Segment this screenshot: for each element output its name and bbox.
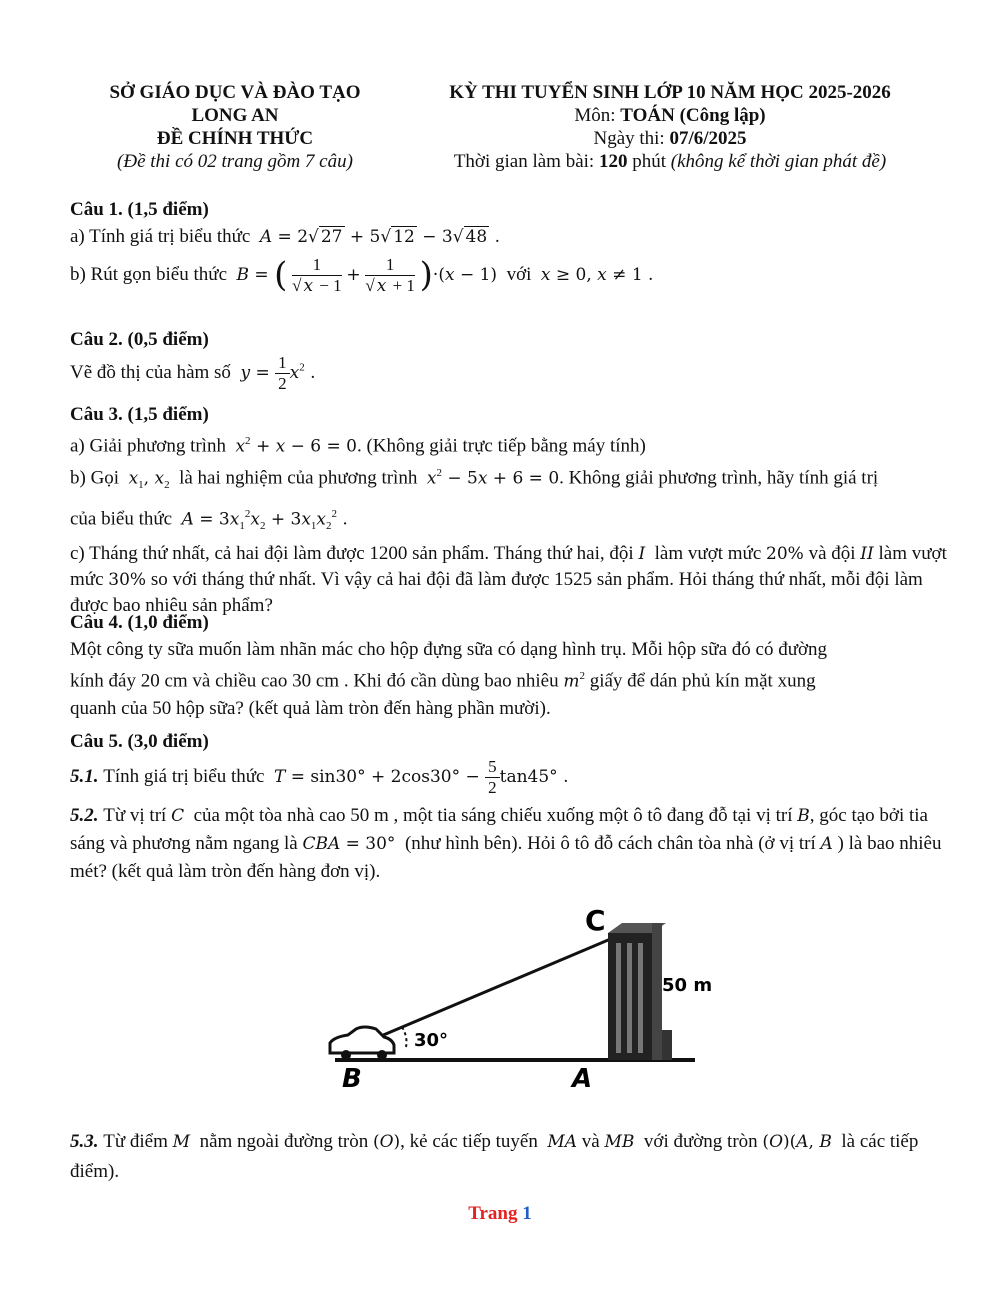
question-3a: a) Giải phương trình $x^2 + x - 6 = 0$. (Không giải trực tiếp bằng máy tính) [70, 435, 646, 457]
question-5-title: Câu 5. (3,0 điểm) [70, 731, 209, 752]
label-c: C [585, 904, 606, 937]
province-name: LONG AN [191, 105, 279, 126]
question-1b: b) Rút gọn biểu thức B = ( $\frac{1}{√ x - 1}$ + $\frac{1}{√ x + 1}$ )·(x − 1) với x ≥ 0, x ≠ 1 . [70, 255, 654, 296]
question-3b-cont: của biểu thức $A = 3x_1^2x_2 + 3x_1x_2^2$ . [70, 508, 348, 533]
light-ray [355, 935, 620, 1047]
header-right [410, 81, 930, 173]
subject-line: Môn: TOÁN (Công lập) [574, 105, 766, 126]
date-line: Ngày thi: 07/6/2025 [593, 128, 747, 149]
question-5-2: 5.2. Từ vị trí C của một tòa nhà cao 50 m , một tia sáng chiếu xuống một ô tô đang đỗ tại vị trí B, góc tạo bởi tia sáng và phương nằm ngang là CBA = 30° (như hình bên). Hỏi ô tô đỗ cách chân tòa nhà (ở vị trí A ) là bao nhiêu mét? (kết quả làm tròn đến hàng đơn vị). [70, 805, 942, 882]
angle-label: 30° [414, 1030, 449, 1051]
height-label: 50 m [662, 975, 713, 996]
question-5 [70, 728, 950, 886]
page-number: Trang 1 [468, 1203, 532, 1224]
official-label: ĐỀ CHÍNH THỨC [156, 128, 314, 149]
department-name: SỞ GIÁO DỤC VÀ ĐÀO TẠO [109, 82, 361, 103]
exam-title: KỲ THI TUYỂN SINH LỚP 10 NĂM HỌC 2025-2026 [449, 82, 891, 103]
question-4-line1: Một công ty sữa muốn làm nhãn mác cho hộp đựng sữa có dạng hình trụ. Mỗi hộp sữa đó có đường [70, 639, 828, 660]
question-3b: b) Gọi $x_1$, $x_2$ là hai nghiệm của phương trình $x^2 - 5x + 6 = 0$. Không giải phương trình, hãy tính giá trị [70, 467, 879, 492]
question-4-title: Câu 4. (1,0 điểm) [70, 612, 209, 633]
question-3-title: Câu 3. (1,5 điểm) [70, 404, 209, 425]
header-left [70, 81, 400, 173]
question-5-3: 5.3. Từ điểm M nằm ngoài đường tròn (O), kẻ các tiếp tuyến MA và MB với đường tròn (O)(A, B là các tiếp điểm). [70, 1131, 919, 1182]
question-4-line2: kính đáy 20 cm và chiều cao 30 cm . Khi đó cần dùng bao nhiêu $m^2$ giấy để dán phủ kín mặt xung [70, 670, 816, 692]
label-a: A [572, 1064, 593, 1094]
page-count-note: (Đề thi có 02 trang gồm 7 câu) [117, 151, 353, 172]
angle-arc [402, 1027, 407, 1047]
question-1a: a) Tính giá trị biểu thức A = 2√ 27 + 5√ 12 − 3√ 48 . [70, 226, 500, 247]
question-3c: c) Tháng thứ nhất, cả hai đội làm được 1200 sản phẩm. Tháng thứ hai, đội I làm vượt mức 20% và đội II làm vượt mức 30% so với tháng thứ nhất. Vì vậy cả hai đội đã làm được 1525 sản phẩm. Hỏi tháng thứ nhất, mỗi đội làm được bao nhiêu sản phẩm? [70, 542, 947, 616]
question-1 [70, 196, 950, 296]
question-4-line3: quanh của 50 hộp sữa? (kết quả làm tròn đến hàng phần mười). [70, 698, 551, 720]
question-2 [70, 326, 950, 394]
time-line: Thời gian làm bài: 120 phút (không kể thời gian phát đề) [453, 151, 887, 172]
question-5-1: 5.1. Tính giá trị biểu thức T = sin30° + 2cos30° − $\frac{5}{2}$ tan45° . [70, 757, 569, 797]
question-4 [70, 609, 950, 722]
car-icon [330, 1027, 394, 1060]
question-2-text: Vẽ đồ thị của hàm số y = $\frac{1}{2}$ $x^2$ . [70, 353, 316, 393]
question-1-title: Câu 1. (1,5 điểm) [70, 199, 209, 220]
label-b: B [342, 1064, 362, 1094]
question-2-title: Câu 2. (0,5 điểm) [70, 329, 209, 350]
question-3 [70, 401, 950, 619]
building-figure [290, 895, 730, 1095]
